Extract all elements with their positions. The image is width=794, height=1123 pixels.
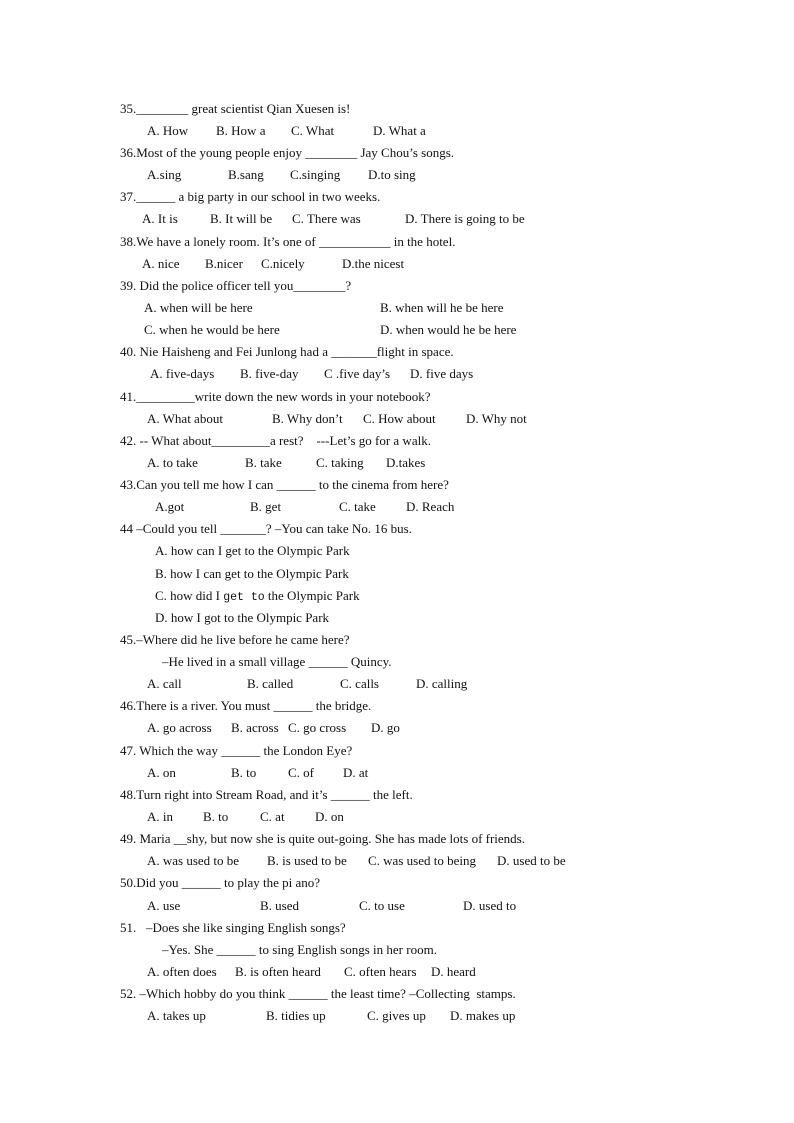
question-36-option-b: B.sang [228,167,264,182]
question-39-option-d: D. when would he be here [380,322,517,337]
question-42-stem: 42. -- What about_________a rest? ---Let’s go for a walk. [120,433,431,448]
question-39-option-a: A. when will be here [144,300,253,315]
question-51-option-d: D. heard [431,964,476,979]
question-42-option-b: B. take [245,455,282,470]
question-51-option-c: C. often hears [344,964,417,979]
question-49-option-a: A. was used to be [147,853,240,868]
question-35-option-d: D. What a [373,123,426,138]
question-49-stem: 49. Maria __shy, but now she is quite out-going. She has made lots of friends. [120,831,525,846]
question-37-stem: 37.______ a big party in our school in two weeks. [120,189,381,204]
question-45-stem: 45.–Where did he live before he came here? [120,632,350,647]
question-38-option-c: C.nicely [261,256,305,271]
question-48-option-c: C. at [260,809,285,824]
question-47-option-d: D. at [343,765,369,780]
question-40-stem: 40. Nie Haisheng and Fei Junlong had a _______flight in space. [120,344,454,359]
question-48-stem: 48.Turn right into Stream Road, and it’s ______ the left. [120,787,413,802]
question-46-stem: 46.There is a river. You must ______ the bridge. [120,698,372,713]
question-41-option-b: B. Why don’t [272,411,343,426]
question-35-option-a: A. How [147,123,189,138]
question-46-option-d: D. go [371,720,400,735]
question-50-option-c: C. to use [359,898,405,913]
question-41-option-a: A. What about [147,411,223,426]
question-36-option-d: D.to sing [368,167,416,182]
question-44-option-c-start: C. how did I [155,588,224,603]
question-43-option-a: A.got [155,499,185,514]
question-37-option-d: D. There is going to be [405,211,525,226]
question-38-option-a: A. nice [142,256,180,271]
question-39-option-b: B. when will he be here [380,300,504,315]
question-36-option-a: A.sing [147,167,182,182]
question-45-option-a: A. call [147,676,182,691]
question-47-stem: 47. Which the way ______ the London Eye? [120,743,353,758]
question-48-option-a: A. in [147,809,173,824]
question-43-option-d: D. Reach [406,499,455,514]
question-45-option-c: C. calls [340,676,379,691]
question-39-stem: 39. Did the police officer tell you________? [120,278,352,293]
question-52-option-a: A. takes up [147,1008,206,1023]
question-48-option-b: B. to [203,809,229,824]
question-45-option-d: D. calling [416,676,468,691]
question-35-option-c: C. What [291,123,335,138]
question-51-option-a: A. often does [147,964,217,979]
question-40-option-b: B. five-day [240,366,299,381]
question-50-option-b: B. used [260,898,299,913]
question-40-option-a: A. five-days [150,366,215,381]
question-44-option-d: D. how I got to the Olympic Park [155,610,330,625]
question-52-stem: 52. –Which hobby do you think ______ the least time? –Collecting stamps. [120,986,516,1001]
question-45-stem-2: –He lived in a small village ______ Quincy. [162,654,392,669]
question-44-option-b: B. how I can get to the Olympic Park [155,566,349,581]
question-43-option-b: B. get [250,499,282,514]
question-35-stem: 35.________ great scientist Qian Xuesen is! [120,101,351,116]
question-52-option-c: C. gives up [367,1008,426,1023]
question-49-option-b: B. is used to be [267,853,347,868]
question-46-option-a: A. go across [147,720,212,735]
question-44-option-c [155,588,360,606]
question-40-option-d: D. five days [410,366,474,381]
question-39-option-c: C. when he would be here [144,322,280,337]
question-43-stem: 43.Can you tell me how I can ______ to the cinema from here? [120,477,449,492]
question-42-option-c: C. taking [316,455,364,470]
question-36-option-c: C.singing [290,167,341,182]
question-43-option-c: C. take [339,499,376,514]
question-52-option-d: D. makes up [450,1008,516,1023]
question-38-stem: 38.We have a lonely room. It’s one of ___________ in the hotel. [120,234,456,249]
question-38-option-b: B.nicer [205,256,243,271]
question-49-option-c: C. was used to being [368,853,476,868]
question-37-option-b: B. It will be [210,211,273,226]
question-50-option-a: A. use [147,898,181,913]
question-38-option-d: D.the nicest [342,256,405,271]
question-46-option-b: B. across [231,720,279,735]
question-47-option-b: B. to [231,765,257,780]
question-52-option-b: B. tidies up [266,1008,326,1023]
question-37-option-a: A. It is [142,211,178,226]
question-41-option-c: C. How about [363,411,436,426]
question-51-stem: 51. –Does she like singing English songs? [120,920,346,935]
question-36-stem: 36.Most of the young people enjoy ________ Jay Chou’s songs. [120,145,455,160]
question-44-option-c-end: the Olympic Park [264,588,360,603]
question-45-option-b: B. called [247,676,294,691]
question-41-stem: 41._________write down the new words in your notebook? [120,389,431,404]
question-42-option-d: D.takes [386,455,426,470]
question-37-option-c: C. There was [292,211,361,226]
question-51-stem-2: –Yes. She ______ to sing English songs in her room. [162,942,437,957]
question-46-option-c: C. go cross [288,720,347,735]
question-35-option-b: B. How a [216,123,266,138]
question-47-option-c: C. of [288,765,314,780]
question-49-option-d: D. used to be [497,853,566,868]
question-50-stem: 50.Did you ______ to play the pi ano? [120,875,321,890]
question-42-option-a: A. to take [147,455,198,470]
question-41-option-d: D. Why not [466,411,527,426]
question-44-stem: 44 –Could you tell _______? –You can take No. 16 bus. [120,521,412,536]
question-51-option-b: B. is often heard [235,964,321,979]
question-40-option-c: C .five day’s [324,366,391,381]
question-50-option-d: D. used to [463,898,517,913]
question-44-option-a: A. how can I get to the Olympic Park [155,543,350,558]
question-44-option-c-mono: get to [223,591,265,604]
question-48-option-d: D. on [315,809,344,824]
question-47-option-a: A. on [147,765,176,780]
